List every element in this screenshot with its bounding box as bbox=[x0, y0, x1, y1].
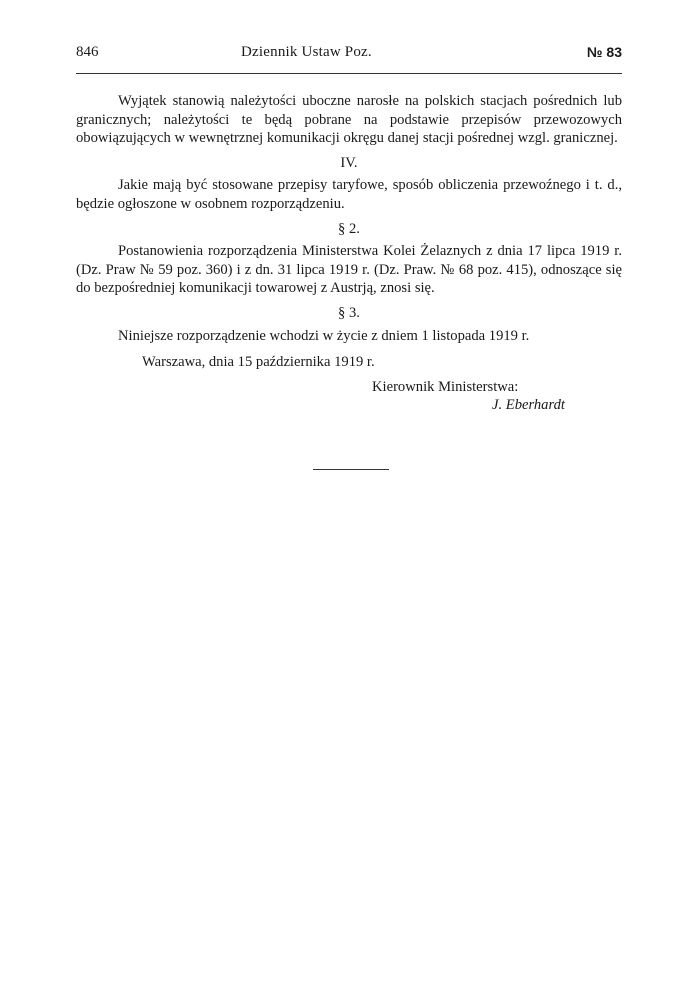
signature-block bbox=[76, 378, 622, 415]
issue-number: № 83 bbox=[586, 44, 622, 60]
closing-divider bbox=[313, 469, 389, 470]
section-2-heading: § 2. bbox=[338, 220, 360, 237]
paragraph-exception: Wyjątek stanowią należytości uboczne narosłe na polskich stacjach pośrednich lub granicznych; należytości te będą pobrane na podstawie przepisów przewozowych obowiązujących w wewnętrznej komunikacji okręgu danej stacji pośrednej wzgl. granicznej. bbox=[76, 93, 622, 147]
document-body bbox=[76, 92, 622, 415]
page-header bbox=[76, 44, 622, 66]
section-3-heading: § 3. bbox=[338, 304, 360, 321]
page-number: 846 bbox=[76, 44, 99, 60]
journal-title: Dziennik Ustaw Poz. bbox=[241, 44, 372, 60]
signature-title: Kierownik Ministerstwa: bbox=[372, 378, 519, 395]
paragraph-section-2: Postanowienia rozporządzenia Ministerstwa Kolei Żelaznych z dnia 17 lipca 1919 r. (Dz. Praw № 59 poz. 360) i z dn. 31 lipca 1919 r. (Dz. Praw. № 68 poz. 415), odnoszące się do bezpośredniej komunikacji towarowej z Austrją, znosi się. bbox=[76, 243, 622, 297]
date-line: Warszawa, dnia 15 października 1919 r. bbox=[142, 354, 375, 371]
signature-name: J. Eberhardt bbox=[492, 397, 565, 414]
header-divider bbox=[76, 73, 622, 74]
paragraph-section-3: Niniejsze rozporządzenie wchodzi w życie z dniem 1 listopada 1919 r. bbox=[118, 327, 530, 344]
paragraph-iv: Jakie mają być stosowane przepisy taryfowe, sposób obliczenia przewoźnego i t. d., będzie ogłoszone w osobnem rozporządzeniu. bbox=[76, 177, 622, 212]
section-iv-heading: IV. bbox=[340, 154, 358, 171]
